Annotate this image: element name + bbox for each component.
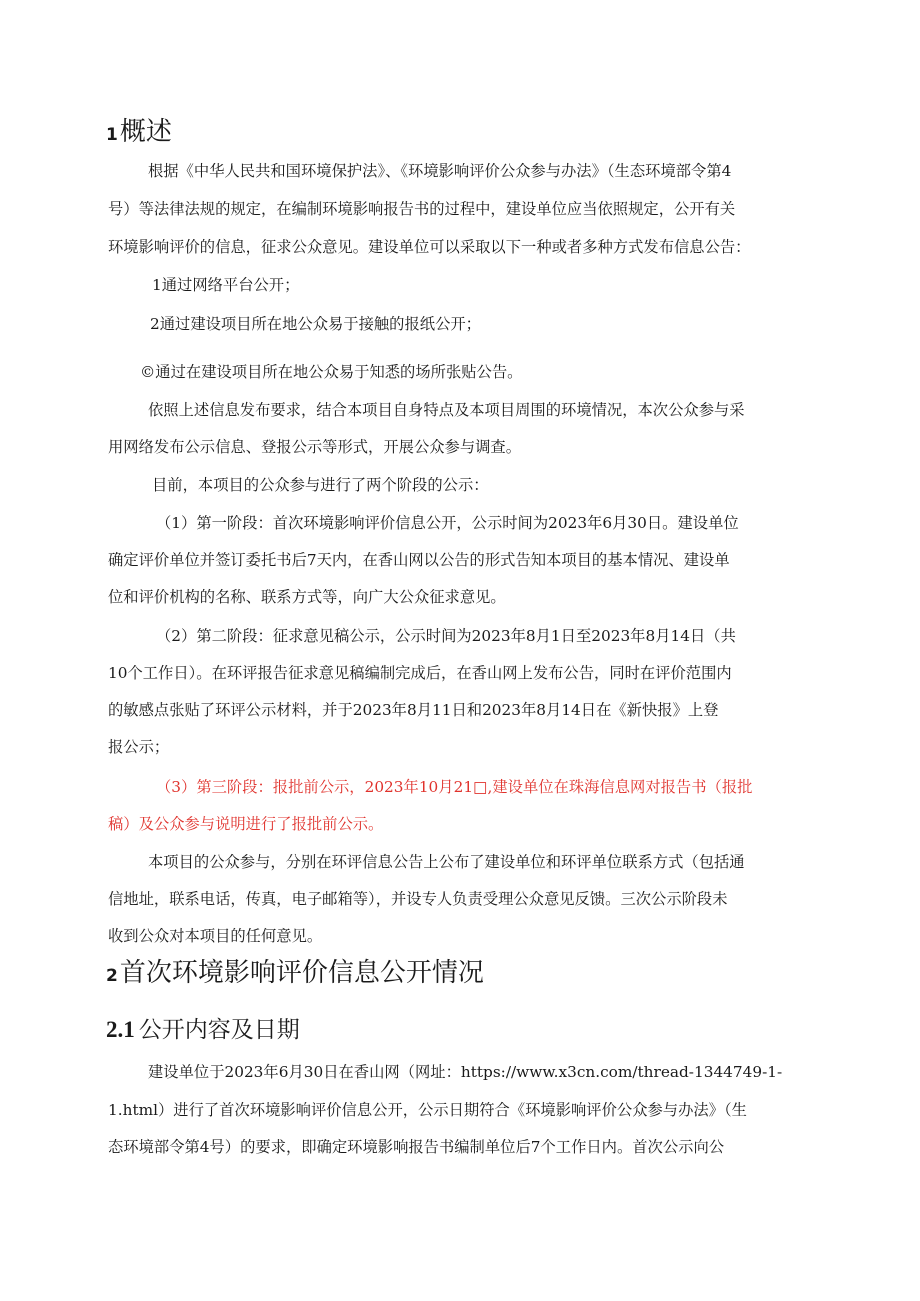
- intro-line-3: 环境影响评价的信息，征求公众意见。建设单位可以采取以下一种或者多种方式发布信息公告：: [108, 238, 751, 256]
- stages-intro: 目前，本项目的公众参与进行了两个阶段的公示：: [152, 476, 489, 494]
- stage2-line-3: 的敏感点张贴了环评公示材料，并于2023年8月11日和2023年8月14日在《新快报》上登: [108, 701, 719, 719]
- method-item-1: 1通过网络平台公开；: [152, 276, 300, 294]
- section-2-1-title: 公开内容及日期: [138, 1017, 300, 1043]
- disclosure-line-3: 态环境部令第4号）的要求，即确定环境影响报告书编制单位后7个工作日内。首次公示向公: [108, 1138, 725, 1156]
- method-item-2: 2通过建设项目所在地公众易于接触的报纸公开；: [150, 315, 481, 333]
- section-2-heading: [106, 956, 484, 993]
- summary-line-3: 收到公众对本项目的任何意见。: [108, 927, 323, 945]
- stage3-line-1: （3）第三阶段：报批前公示，2023年10月21□,建设单位在珠海信息网对报告书（报批: [156, 778, 753, 796]
- method-item-3: ©通过在建设项目所在地公众易于知悉的场所张贴公告。: [140, 363, 523, 381]
- section-2-1-number: 2.1: [106, 1017, 135, 1042]
- disclosure-line-1: 建设单位于2023年6月30日在香山网（网址：https://www.x3cn.com/thread-1344749-1-: [148, 1063, 783, 1081]
- stage3-line-2: 稿）及公众参与说明进行了报批前公示。: [108, 815, 384, 833]
- stage2-line-4: 报公示；: [108, 738, 170, 756]
- section-2-1-heading: [106, 1014, 300, 1046]
- intro-line-2: 号）等法律法规的规定，在编制环境影响报告书的过程中，建设单位应当依照规定，公开有关: [108, 200, 736, 218]
- section-1-heading: [106, 115, 172, 152]
- section-1-title: 概述: [119, 117, 172, 147]
- basis-line-2: 用网络发布公示信息、登报公示等形式，开展公众参与调查。: [108, 438, 522, 456]
- summary-line-1: 本项目的公众参与，分别在环评信息公告上公布了建设单位和环评单位联系方式（包括通: [148, 853, 745, 871]
- section-2-number: 2: [106, 966, 118, 986]
- intro-line-1: 根据《中华人民共和国环境保护法》、《环境影响评价公众参与办法》（生态环境部令第4: [148, 162, 732, 180]
- summary-line-2: 信地址，联系电话，传真，电子邮箱等），并设专人负责受理公众意见反馈。三次公示阶段未: [108, 890, 728, 908]
- stage2-line-2: 10个工作日）。在环评报告征求意见稿编制完成后，在香山网上发布公告，同时在评价范围内: [108, 664, 732, 682]
- stage1-line-1: （1）第一阶段：首次环境影响评价信息公开，公示时间为2023年6月30日。建设单位: [156, 514, 739, 532]
- stage2-line-1: （2）第二阶段：征求意见稿公示，公示时间为2023年8月1日至2023年8月14日（共: [156, 627, 736, 645]
- section-1-number: 1: [106, 125, 118, 145]
- disclosure-line-2: 1.html）进行了首次环境影响评价信息公开，公示日期符合《环境影响评价公众参与办法》（生: [108, 1101, 747, 1119]
- basis-line-1: 依照上述信息发布要求，结合本项目自身特点及本项目周围的环境情况，本次公众参与采: [148, 401, 745, 419]
- section-2-title: 首次环境影响评价信息公开情况: [119, 958, 484, 988]
- stage1-line-2: 确定评价单位并签订委托书后7天内，在香山网以公告的形式告知本项目的基本情况、建设单: [108, 551, 730, 569]
- stage1-line-3: 位和评价机构的名称、联系方式等，向广大公众征求意见。: [108, 588, 506, 606]
